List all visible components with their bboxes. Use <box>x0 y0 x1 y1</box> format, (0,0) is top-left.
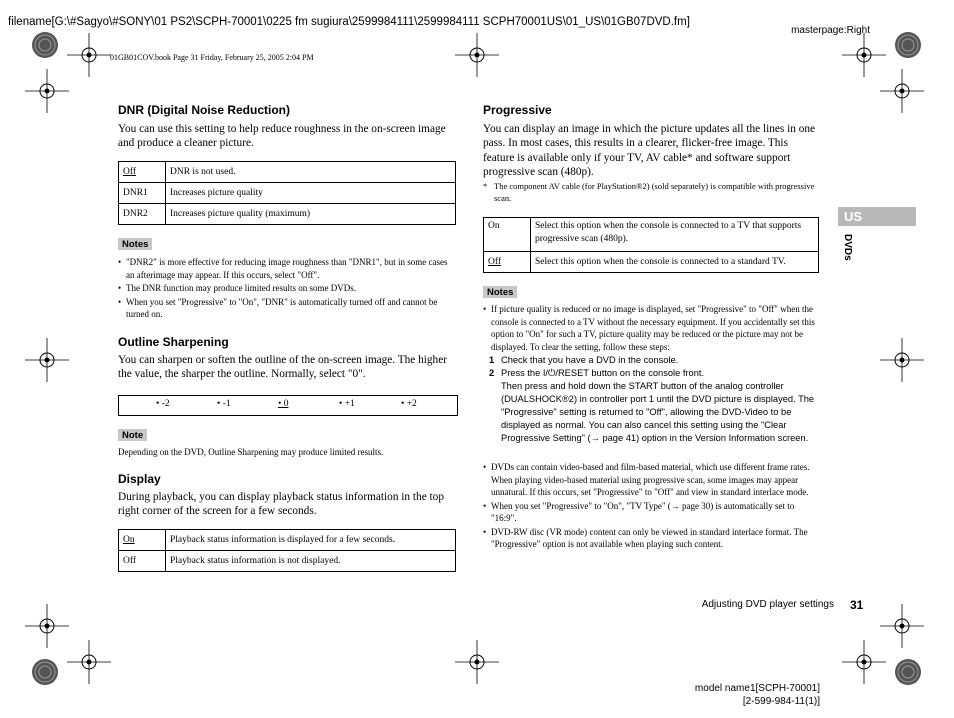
registration-cross-icon <box>25 338 69 382</box>
sharpening-option-minus2: • -2 <box>156 399 170 409</box>
list-item: • When you set "Progressive" to "On", "TV Type" (→ page 30) is automatically set to "16:9". <box>483 500 795 523</box>
progressive-footnote: * The component AV cable (for PlayStation®2) (sold separately) is compatible with progressive scan. <box>483 181 815 203</box>
dnr-notes-label: Notes <box>118 238 152 250</box>
model-info: model name1[SCPH-70001] [2-599-984-11(1)] <box>694 683 820 707</box>
display-heading: Display <box>118 472 161 486</box>
dnr-body: You can use this setting to help reduce roughness in the on-screen image and produce a cleaner picture. <box>118 123 446 150</box>
region-tab: US <box>838 207 916 226</box>
outline-note-label: Note <box>118 429 147 441</box>
footer-title: Adjusting DVD player settings <box>701 599 834 610</box>
dnr-desc-dnr2: Increases picture quality (maximum) <box>166 204 456 225</box>
registration-cross-icon <box>25 69 69 113</box>
registration-cross-icon <box>67 640 111 684</box>
filename-header: filename[G:\#Sagyo\#SONY\01 PS2\SCPH-70001\0225 fm sugiura\2599984111\2599984111 SCPH70001US\01_US\01GB07DVD.fm] <box>8 16 690 28</box>
sharpening-option-minus1: • -1 <box>217 399 231 409</box>
dnr-option-dnr1: DNR1 <box>119 183 166 204</box>
registration-cross-icon <box>880 338 924 382</box>
list-item: • DVD-RW disc (VR mode) content can only be viewed in standard interlace format. The "Progressive" option is not available when playing such content. <box>483 526 808 549</box>
dnr-desc-off: DNR is not used. <box>166 162 456 183</box>
progressive-desc-off: Select this option when the console is connected to a standard TV. <box>531 252 819 273</box>
list-item: • If picture quality is reduced or no image is displayed, set "Progressive" to "Off" when the console is connected to a TV without the necessary equipment. If you accidentally set this option to "On" for such a TV, picture quality may be reduced or the picture may not be displayed. To clear the setting, follow these steps: <box>483 304 815 352</box>
dnr-option-dnr2: DNR2 <box>119 204 166 225</box>
progressive-option-off: Off <box>488 256 502 267</box>
registration-disc-icon <box>32 659 58 685</box>
registration-cross-icon <box>455 640 499 684</box>
outline-heading: Outline Sharpening <box>118 335 229 349</box>
sharpening-option-plus2: • +2 <box>401 399 417 409</box>
progressive-body: You can display an image in which the picture updates all the lines in one pass. In most cases, this results in a clearer, flicker-free image. This feature is available only if your TV, AV cable* and software support progressive scan (480p). <box>483 123 816 178</box>
sharpening-option-plus1: • +1 <box>339 399 355 409</box>
display-body: During playback, you can display playback status information in the top right corner of the screen for a few seconds. <box>118 491 444 518</box>
registration-cross-icon <box>67 33 111 77</box>
dnr-option-off: Off <box>123 166 137 177</box>
registration-cross-icon <box>880 69 924 113</box>
outline-note: Depending on the DVD, Outline Sharpening may produce limited results. <box>118 447 384 457</box>
step-item: 2 Press the I/⏻/RESET button on the console front. Then press and hold down the START button of the analog controller (DUALSHOCK®2) in controller port 1 until the DVD picture is displayed. The "Progressive" setting is returned to "Off", allowing the DVD-Video to be displayed as normal. You can also cancel this setting using the "Clear Progressive Setting" (→ page 41) option in the Version Information screen. <box>489 368 815 443</box>
progressive-option-on: On <box>484 218 531 252</box>
display-option-off: Off <box>119 551 166 572</box>
display-desc-on: Playback status information is displayed for a few seconds. <box>166 530 456 551</box>
dnr-desc-dnr1: Increases picture quality <box>166 183 456 204</box>
registration-cross-icon <box>842 640 886 684</box>
list-item: • "DNR2" is more effective for reducing image roughness than "DNR1", but in some cases an afterimage may appear. If this occurs, select "Off". <box>118 257 448 280</box>
registration-disc-icon <box>32 32 58 58</box>
registration-disc-icon <box>895 32 921 58</box>
display-desc-off: Playback status information is not displayed. <box>166 551 456 572</box>
registration-disc-icon <box>895 659 921 685</box>
sharpening-option-0: • 0 <box>278 399 289 409</box>
progressive-notes-label: Notes <box>483 286 517 298</box>
registration-cross-icon <box>842 33 886 77</box>
section-label: DVDs <box>842 234 853 261</box>
progressive-heading: Progressive <box>483 103 552 117</box>
registration-cross-icon <box>880 604 924 648</box>
list-item: • When you set "Progressive" to "On", "DNR" is automatically turned off and cannot be turned on. <box>118 296 438 319</box>
masterpage-label: masterpage:Right <box>791 25 870 36</box>
page-number: 31 <box>850 598 864 612</box>
registration-cross-icon <box>455 33 499 77</box>
dnr-heading: DNR (Digital Noise Reduction) <box>118 103 291 117</box>
list-item: • DVDs can contain video-based and film-based material, which use different frame rates. When playing video-based material using progressive scan, some images may appear unnatural. If this occurs, set "Progressive" to "Off" and view in standard interlace mode. <box>483 462 810 497</box>
display-option-on: On <box>123 534 135 545</box>
book-info-line: 01GB01COV.book Page 31 Friday, February 25, 2005 2:04 PM <box>110 53 314 62</box>
step-item: 1 Check that you have a DVD in the console. <box>489 355 679 365</box>
registration-cross-icon <box>25 604 69 648</box>
list-item: • The DNR function may produce limited results on some DVDs. <box>118 283 356 293</box>
progressive-desc-on: Select this option when the console is connected to a TV that supports progressive scan (480p). <box>531 218 819 252</box>
outline-body: You can sharpen or soften the outline of the on-screen image. The higher the value, the sharper the outline. Normally, select "0". <box>118 354 447 381</box>
